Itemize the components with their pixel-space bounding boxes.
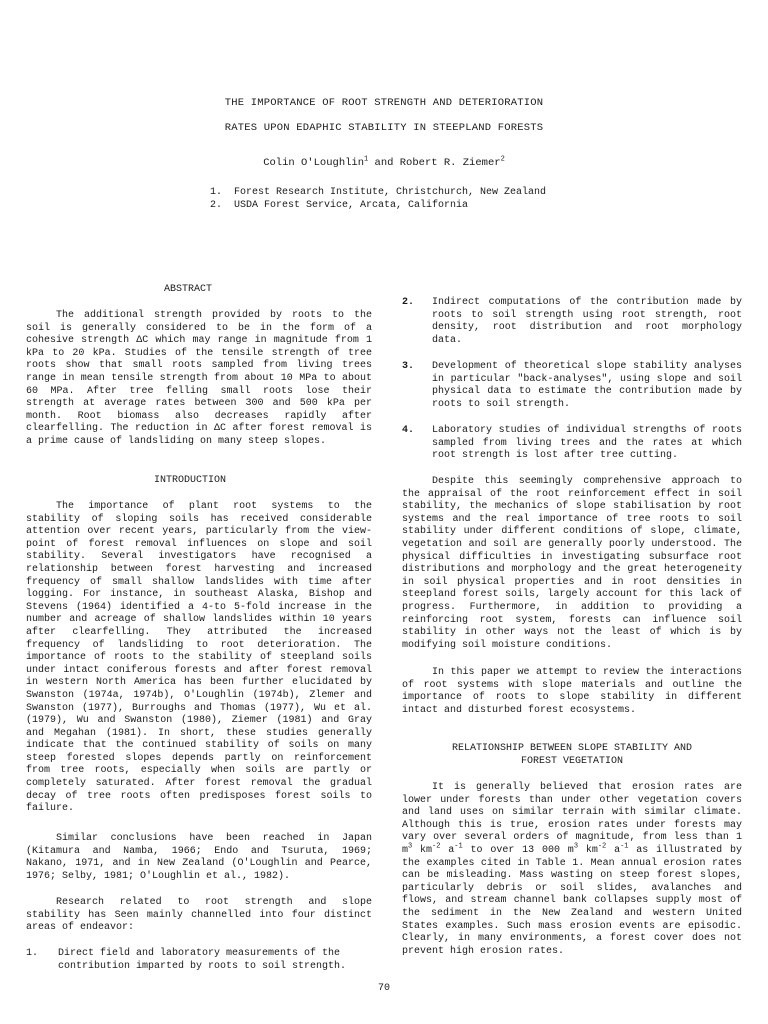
endeavor-item-4	[402, 425, 742, 463]
unit-text-1: km	[412, 844, 433, 856]
sup-unit-3: -1	[454, 842, 463, 851]
paper-title-line2: RATES UPON EDAPHIC STABILITY IN STEEPLAND FORESTS	[224, 122, 544, 134]
unit-text-4: km	[578, 844, 598, 856]
relationship-heading-line1: RELATIONSHIP BETWEEN SLOPE STABILITY AND	[451, 743, 693, 754]
unit-text-3: to over 13 000 m	[462, 844, 574, 856]
page-number: 70	[377, 983, 390, 994]
sup-unit-2: -2	[432, 842, 441, 851]
endeavor-item-3-number: 3.	[402, 361, 415, 372]
author-2-sup: 2	[500, 155, 505, 164]
endeavor-item-4-text: Laboratory studies of individual strengths of roots sampled from living trees and the rates at which root strength is lost after tree cutting.	[432, 425, 742, 462]
author-1-sup: 1	[364, 155, 369, 164]
sup-unit-1: 3	[408, 842, 413, 851]
author-line	[0, 157, 768, 170]
right-paragraph-1: Despite this seemingly comprehensive approach to the appraisal of the root reinforcement effect in soil stability, the mechanics of slope stabilisation by root systems and the real importance of tree roots to soil stability under different conditions of slope, climate, vegetation and soil are generally poorly understood. The physical difficulties in investigating subsurface root distributions and morphology and the great heterogeneity in soil physical properties and in root densities in steepland forest soils, largely account for this lack of progress. Furthermore, in addition to providing a reinforcing root system, forests can influence soil stability in other ways not the least of which is by modifying soil moisture conditions.	[402, 476, 742, 651]
endeavor-item-2-text: Indirect computations of the contribution made by roots to soil strength using root strength, root density, root distribution and root morphology data.	[432, 297, 742, 346]
author-2: Robert R. Ziemer	[399, 157, 501, 169]
endeavor-item-3	[402, 361, 742, 411]
unit-text-5: a	[606, 844, 621, 856]
affiliation-2: 2. USDA Forest Service, Arcata, California	[210, 200, 469, 211]
right-paragraph-2: In this paper we attempt to review the interactions of root systems with slope materials and outline the importance of roots to slope stability in different intact and disturbed forest ecosystems.	[402, 667, 742, 716]
endeavor-item-2	[402, 297, 742, 347]
endeavor-item-3-text: Development of theoretical slope stability analyses in particular "back-analyses", using slope and soil physical data to estimate the contribution made by roots to soil strength.	[432, 361, 742, 410]
introduction-paragraph-1: The importance of plant root systems to the stability of sloping soils has received considerable attention over recent years, particularly from the view-point of forest removal influences on slope and soil stability. Several investigators have recognised a relationship between forest harvesting and increased frequency of small shallow landslides with time after logging. For instance, in southeast Alaska, Bishop and Stevens (1964) identified a 4-to 5-fold increase in the number and acreage of shallow landslides within 10 years after clearfelling. They attributed the increased frequency of landsliding to root deterioration. The importance of roots to the stability of steepland soils under intact coniferous forests and after forest removal in western North America has been further elucidated by Swanston (1974a, 1974b), O'Loughlin (1974b), Zlemer and Swanston (1977), Burroughs and Thomas (1977), Wu et al. (1979), Wu and Swanston (1980), Ziemer (1981) and Gray and Megahan (1981). In short, these studies generally indicate that the continued stability of soils on many steep forested slopes depends partly on reinforcement from tree roots, especially when soils are partly or completely saturated. After forest removal the gradual decay of tree roots often predisposes forest soils to failure.	[26, 501, 372, 815]
relationship-paragraph	[402, 782, 742, 958]
relationship-text-start: It is generally believed that erosion rates are lower under forests than under other vegetation covers and land uses on similar terrain with similar climate. Although this is true, erosion rates under forests may vary over several orders of magnitude, from less than 1 m	[402, 782, 742, 856]
author-and: and	[368, 157, 400, 169]
abstract-heading: ABSTRACT	[164, 284, 213, 295]
author-1: Colin O'Loughlin	[263, 157, 365, 169]
endeavor-item-1-number: 1.	[26, 948, 39, 959]
relationship-text-end: as illustrated by the examples cited in Table 1. Mean annual erosion rates can be misleading. Mass wasting on steep forest slopes, particularly debris or soil slides, avalanches and flows, and stream channel bank collapses supply most of the sediment in the New Zealand and western United States examples. Such mass erosion events are episodic. Clearly, in many environments, a forest cover does not prevent high erosion rates.	[402, 844, 742, 957]
introduction-paragraph-3: Research related to root strength and slope stability has Seen mainly channelled into four distinct areas of endeavor:	[26, 897, 372, 934]
paper-title-line1: THE IMPORTANCE OF ROOT STRENGTH AND DETERIORATION	[224, 97, 544, 109]
endeavor-item-1-text: Direct field and laboratory measurements of the contribution imparted by roots to soil strength.	[58, 948, 347, 972]
introduction-heading: INTRODUCTION	[154, 475, 227, 486]
endeavor-item-1	[26, 948, 372, 973]
introduction-paragraph-2: Similar conclusions have been reached in Japan (Kitamura and Namba, 1966; Endo and Tsuruta, 1969; Nakano, 1971, and in New Zealand (O'Loughlin and Pearce, 1976; Selby, 1981; O'Loughlin et al., 1982).	[26, 833, 372, 882]
endeavor-item-2-number: 2.	[402, 297, 415, 308]
sup-unit-4: 3	[573, 842, 579, 851]
sup-unit-6: -1	[620, 842, 629, 851]
affiliation-1: 1. Forest Research Institute, Christchurch, New Zealand	[210, 187, 547, 198]
abstract-text: The additional strength provided by roots to the soil is generally considered to be in the form of a cohesive strength ΔC which may range in magnitude from 1 kPa to 20 kPa. Studies of the tensile strength of tree roots show that small roots sampled from living trees range in mean tensile strength from about 10 MPa to about 60 MPa. After tree felling small roots lose their strength at average rates between 300 and 500 kPa per month. Root biomass also decreases rapidly after clearfelling. The reduction in ΔC after forest removal is a prime cause of landsliding on many steep slopes.	[26, 310, 372, 447]
sup-unit-5: -2	[597, 842, 607, 851]
relationship-heading-line2: FOREST VEGETATION	[520, 756, 624, 767]
endeavor-item-4-number: 4.	[402, 425, 415, 436]
unit-text-2: a	[440, 844, 455, 856]
affiliations	[210, 186, 610, 212]
